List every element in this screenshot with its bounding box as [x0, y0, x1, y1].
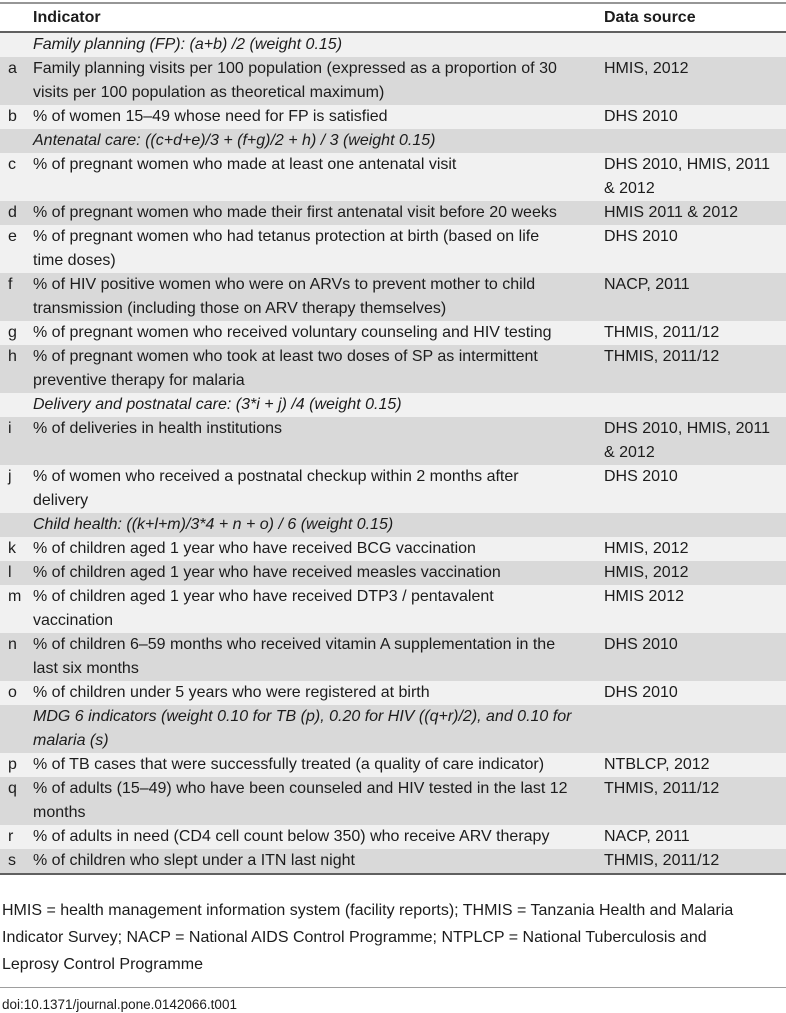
- data-source-cell: DHS 2010: [604, 468, 678, 485]
- row-letter: l: [8, 564, 12, 581]
- row-letter: i: [8, 420, 12, 437]
- row-letter: g: [8, 324, 17, 341]
- section-row: [0, 129, 786, 153]
- indicators-table: [0, 2, 786, 875]
- table-row: [0, 849, 786, 874]
- row-letter: k: [8, 540, 16, 557]
- table-row: [0, 561, 786, 585]
- section-title: MDG 6 indicators (weight 0.10 for TB (p), 0.20 for HIV ((q+r)/2), and 0.10 for malaria (s): [33, 708, 572, 749]
- table-footnote: HMIS = health management information system (facility reports); THMIS = Tanzania Health and Malaria Indicator Survey; NACP = National AIDS Control Programme; NTPLCP = National Tuberculosis and Leprosy Control Programme: [2, 902, 734, 973]
- row-letter: [0, 513, 30, 537]
- data-source-cell: THMIS, 2011/12: [604, 348, 720, 365]
- row-letter: h: [8, 348, 17, 365]
- data-source-cell: [596, 129, 786, 153]
- data-source-cell: NACP, 2011: [604, 828, 690, 845]
- table-row: [0, 201, 786, 225]
- indicator-cell: % of women who received a postnatal checkup within 2 months after delivery: [33, 468, 519, 509]
- indicator-cell: % of children under 5 years who were registered at birth: [33, 684, 430, 701]
- indicator-cell: % of pregnant women who received voluntary counseling and HIV testing: [33, 324, 552, 341]
- row-letter: [0, 705, 30, 753]
- data-source-cell: DHS 2010: [604, 636, 678, 653]
- data-source-cell: HMIS, 2012: [604, 540, 689, 557]
- indicator-cell: % of pregnant women who made their first antenatal visit before 20 weeks: [33, 204, 557, 221]
- indicator-cell: % of pregnant women who took at least two doses of SP as intermittent preventive therapy for malaria: [33, 348, 538, 389]
- indicator-cell: % of adults in need (CD4 cell count below 350) who receive ARV therapy: [33, 828, 550, 845]
- row-letter: a: [8, 60, 17, 77]
- data-source-cell: DHS 2010: [604, 108, 678, 125]
- table-row: [0, 345, 786, 393]
- row-letter: o: [8, 684, 17, 701]
- section-title: Child health: ((k+l+m)/3*4 + n + o) / 6 (weight 0.15): [33, 516, 394, 533]
- row-letter: s: [8, 852, 16, 869]
- table-header: [0, 3, 786, 32]
- data-source-cell: [596, 705, 786, 753]
- data-source-column-header: Data source: [596, 3, 786, 32]
- table-row: [0, 825, 786, 849]
- table-row: [0, 273, 786, 321]
- data-source-cell: DHS 2010: [604, 228, 678, 245]
- section-row: [0, 393, 786, 417]
- row-letter: f: [8, 276, 13, 293]
- row-letter: c: [8, 156, 16, 173]
- data-source-cell: [596, 393, 786, 417]
- row-letter: n: [8, 636, 17, 653]
- table-row: [0, 585, 786, 633]
- indicator-cell: % of HIV positive women who were on ARVs to prevent mother to child transmission (including those on ARV therapy themselves): [33, 276, 536, 317]
- data-source-cell: HMIS, 2012: [604, 564, 689, 581]
- row-letter: [0, 32, 30, 57]
- data-source-cell: THMIS, 2011/12: [604, 852, 720, 869]
- table-row: [0, 537, 786, 561]
- row-letter: e: [8, 228, 17, 245]
- row-letter: [0, 129, 30, 153]
- section-row: [0, 32, 786, 57]
- header-row: [0, 3, 786, 32]
- table-row: [0, 417, 786, 465]
- indicator-cell: % of pregnant women who had tetanus protection at birth (based on life time doses): [33, 228, 540, 269]
- data-source-cell: DHS 2010, HMIS, 2011 & 2012: [604, 156, 771, 197]
- table-row: [0, 465, 786, 513]
- indicator-cell: % of children aged 1 year who have received BCG vaccination: [33, 540, 476, 557]
- row-letter: d: [8, 204, 17, 221]
- indicator-cell: Family planning visits per 100 population (expressed as a proportion of 30 visits per 100 population as theoretical maximum): [33, 60, 557, 101]
- data-source-cell: [596, 513, 786, 537]
- row-letter: j: [8, 468, 12, 485]
- table-row: [0, 633, 786, 681]
- indicator-column-header: Indicator: [30, 3, 596, 32]
- data-source-cell: HMIS 2011 & 2012: [604, 204, 739, 221]
- table-row: [0, 321, 786, 345]
- row-letter: p: [8, 756, 17, 773]
- section-row: [0, 513, 786, 537]
- row-letter: q: [8, 780, 17, 797]
- data-source-cell: THMIS, 2011/12: [604, 780, 720, 797]
- row-letter: b: [8, 108, 17, 125]
- letter-column-header: [0, 3, 30, 32]
- indicator-cell: % of pregnant women who made at least one antenatal visit: [33, 156, 457, 173]
- section-title: Antenatal care: ((c+d+e)/3 + (f+g)/2 + h) / 3 (weight 0.15): [33, 132, 436, 149]
- data-source-cell: NTBLCP, 2012: [604, 756, 710, 773]
- section-row: [0, 705, 786, 753]
- table-row: [0, 57, 786, 105]
- table-row: [0, 681, 786, 705]
- section-title: Delivery and postnatal care: (3*i + j) /4 (weight 0.15): [33, 396, 402, 413]
- table-row: [0, 225, 786, 273]
- indicator-cell: % of women 15–49 whose need for FP is satisfied: [33, 108, 388, 125]
- data-source-cell: NACP, 2011: [604, 276, 690, 293]
- indicator-cell: % of children aged 1 year who have received DTP3 / pentavalent vaccination: [33, 588, 494, 629]
- data-source-cell: HMIS, 2012: [604, 60, 689, 77]
- table-row: [0, 105, 786, 129]
- indicator-cell: % of deliveries in health institutions: [33, 420, 283, 437]
- section-title: Family planning (FP): (a+b) /2 (weight 0.15): [33, 36, 343, 53]
- data-source-cell: DHS 2010: [604, 684, 678, 701]
- indicator-cell: % of children who slept under a ITN last night: [33, 852, 355, 869]
- indicator-cell: % of children aged 1 year who have received measles vaccination: [33, 564, 501, 581]
- row-letter: m: [8, 588, 22, 605]
- table-body: [0, 32, 786, 874]
- table-row: [0, 777, 786, 825]
- table-row: [0, 753, 786, 777]
- data-source-cell: DHS 2010, HMIS, 2011 & 2012: [604, 420, 771, 461]
- table-row: [0, 153, 786, 201]
- indicator-cell: % of adults (15–49) who have been counseled and HIV tested in the last 12 months: [33, 780, 568, 821]
- doi-text: doi:10.1371/journal.pone.0142066.t001: [2, 997, 237, 1012]
- data-source-cell: HMIS 2012: [604, 588, 685, 605]
- indicator-cell: % of children 6–59 months who received vitamin A supplementation in the last six months: [33, 636, 556, 677]
- row-letter: [0, 393, 30, 417]
- data-source-cell: THMIS, 2011/12: [604, 324, 720, 341]
- indicator-cell: % of TB cases that were successfully treated (a quality of care indicator): [33, 756, 545, 773]
- data-source-cell: [596, 32, 786, 57]
- row-letter: r: [8, 828, 14, 845]
